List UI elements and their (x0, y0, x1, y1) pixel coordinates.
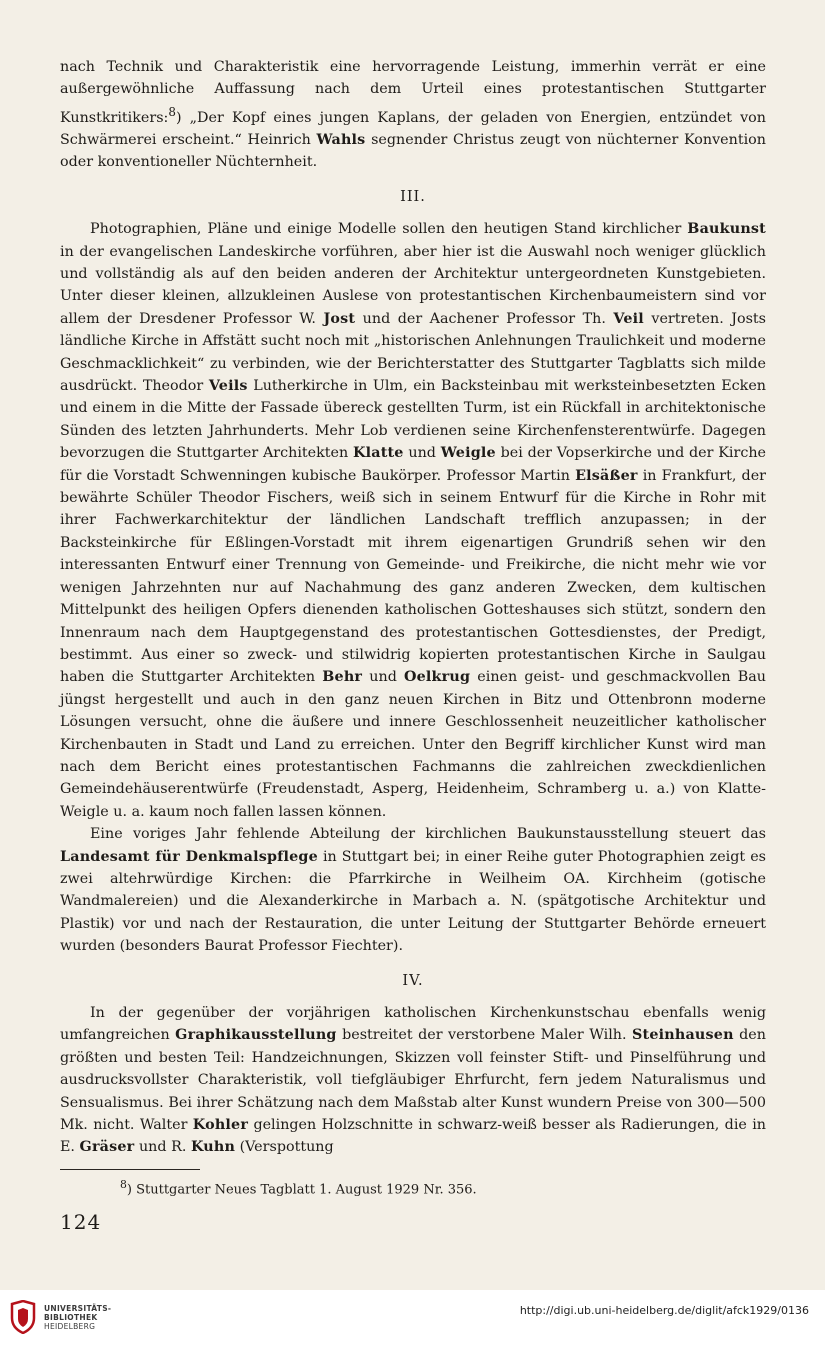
body-text (60, 56, 766, 1199)
emphasized-name: Behr (322, 669, 363, 686)
emphasized-name: Wahls (316, 131, 366, 148)
footnote-mark: 8 (120, 1177, 127, 1191)
section-heading-iv: IV. (402, 972, 424, 989)
emphasized-name: Steinhausen (632, 1027, 734, 1044)
paragraph-1: nach Technik und Charakteristik eine hervorragende Leistung, immerhin verrät er eine außergewöhnliche Auffassung nach dem Urteil eines protestantischen Stuttgarter Kunstkritikers:$^8$) „Der Kopf eines jungen Kaplans, der geladen von Energien, entzündet von Schwärmerei erscheint.“ Heinrich Wahls segnender Christus zeugt von nüchterner Konvention oder konventioneller Nüchternheit. (60, 59, 766, 171)
page-number: 124 (60, 1210, 102, 1234)
paragraph-2: Photographien, Pläne und einige Modelle sollen den heutigen Stand kirchlicher Baukunst in der evangelischen Landeskirche vorführen, aber hier ist die Auswahl noch weniger glücklich und vollständig als auf den beiden anderen der Architektur untergeordneten Kunstgebieten. Unter dieser kleinen, allzukleinen Auslese von protestantischen Kirchenbaumeistern sind vor allem der Dresdener Professor W. Jost und der Aachener Professor Th. Veil vertreten. Josts ländliche Kirche in Affstätt sucht noch mit „historischen Anlehnungen Traulichkeit und moderne Geschmacklichkeit“ zu verbinden, wie der Berichterstatter des Stuttgarter Tagblatts sich milde ausdrückt. Theodor Veils Lutherkirche in Ulm, ein Backsteinbau mit werksteinbesetzten Ecken und einem in die Mitte der Fassade übereck gestellten Turm, ist ein Rückfall in architektonische Sünden des letzten Jahrhunderts. Mehr Lob verdienen seine Kirchenfensterentwürfe. Dagegen bevorzugen die Stuttgarter Architekten Klatte und Weigle bei der Vopserkirche und der Kirche für die Vorstadt Schwenningen kubische Baukörper. Professor Martin Elsäßer in Frankfurt, der bewährte Schüler Theodor Fischers, weiß sich in seinem Entwurf für die Kirche in Rohr mit ihrer Fachwerkarchitektur der ländlichen Landschaft trefflich anzupassen; in der Backsteinkirche für Eßlingen-Vorstadt mit ihrem eigenartigen Grundriß sehen wir den interessanten Entwurf einer Trennung von Gemeinde- und Freikirche, die nicht mehr wie vor wenigen Jahrzehnten nur auf Nachahmung des ganz anderen Zwecken, dem kultischen Mittelpunkt des heiligen Opfers dienenden katholischen Gotteshauses sich stützt, sondern den Innenraum nach dem Hauptgegenstand des protestantischen Gottesdienstes, der Predigt, bestimmt. Aus einer so zweck- und stilwidrig kopierten protestantischen Kirche in Saulgau haben die Stuttgarter Architekten Behr und Oelkrug einen geist- und geschmackvollen Bau jüngst hergestellt und auch in den ganz neuen Kirchen in Bitz und Ottenbronn moderne Lösungen versucht, ohne die äußere und innere Geschlossenheit neuzeitlicher katholischer Kirchenbauten in Stadt und Land zu erreichen. Unter den Begriff kirchlicher Kunst wird man nach dem Bericht eines protestantischen Fachmanns die zahlreichen zweckdienlichen Gemeindehäuserentwürfe (Freudenstadt, Asperg, Heidenheim, Schramberg u. a.) von Klatte-Weigle u. a. kaum noch fallen lassen können. (60, 221, 767, 820)
university-library-logo-icon (8, 1300, 38, 1334)
emphasized-term: Baukunst (687, 221, 766, 238)
emphasized-name: Kuhn (190, 1139, 236, 1156)
footnote-divider (60, 1169, 200, 1170)
emphasized-name: Elsäßer (575, 467, 638, 484)
emphasized-name: Veils (208, 378, 248, 395)
library-name: UNIVERSITÄTS- BIBLIOTHEK HEIDELBERG (44, 1304, 112, 1331)
emphasized-name: Veil (613, 310, 644, 327)
emphasized-term: Landesamt für Denkmalspflege (60, 848, 318, 865)
emphasized-name: Oelkrug (403, 669, 471, 686)
digitization-footer (0, 1290, 825, 1352)
paragraph-3: Eine voriges Jahr fehlende Abteilung der kirchlichen Baukunstausstellung steuert das Landesamt für Denkmalspflege in Stuttgart bei; in einer Reihe guter Photographien zeigt es zwei altehrwürdige Kirchen: die Pfarrkirche in Weilheim OA. Kirchheim (gotische Wandmalereien) und die Alexanderkirche in Marbach a. N. (spätgotische Architektur und Plastik) vor und nach der Restauration, die unter Leitung der Stuttgarter Behörde erneuert wurden (besonders Baurat Professor Fiechter). (60, 826, 766, 955)
source-url-link[interactable]: http://digi.ub.uni-heidelberg.de/diglit/afck1929/0136 (519, 1304, 809, 1317)
emphasized-name: Weigle (440, 445, 496, 462)
footnote-reference: 8 (168, 104, 176, 119)
emphasized-name: Jost (323, 310, 356, 327)
footnote (60, 1176, 766, 1199)
footnote-text: ) Stuttgarter Neues Tagblatt 1. August 1929 Nr. 356. (126, 1182, 477, 1198)
paragraph-4: In der gegenüber der vorjährigen katholischen Kirchenkunstschau ebenfalls wenig umfangreichen Graphikausstellung bestreitet der verstorbene Maler Wilh. Steinhausen den größten und besten Teil: Handzeichnungen, Skizzen voll feinster Stift- und Pinselführung und ausdrucksvollster Charakteristik, voll tiefgläubiger Ehrfurcht, fern jedem Naturalismus und Sensualismus. Bei ihrer Schätzung nach dem Maßstab alter Kunst wundern Preise von 300—500 Mk. nicht. Walter Kohler gelingen Holzschnitte in schwarz-weiß besser als Radierungen, die in E. Gräser und R. Kuhn (Verspottung (60, 1005, 766, 1156)
emphasized-term: Graphikausstellung (175, 1027, 337, 1044)
emphasized-name: Gräser (79, 1139, 135, 1156)
section-heading-iii: III. (400, 188, 426, 205)
emphasized-name: Kohler (192, 1117, 249, 1134)
emphasized-name: Klatte (352, 445, 404, 462)
